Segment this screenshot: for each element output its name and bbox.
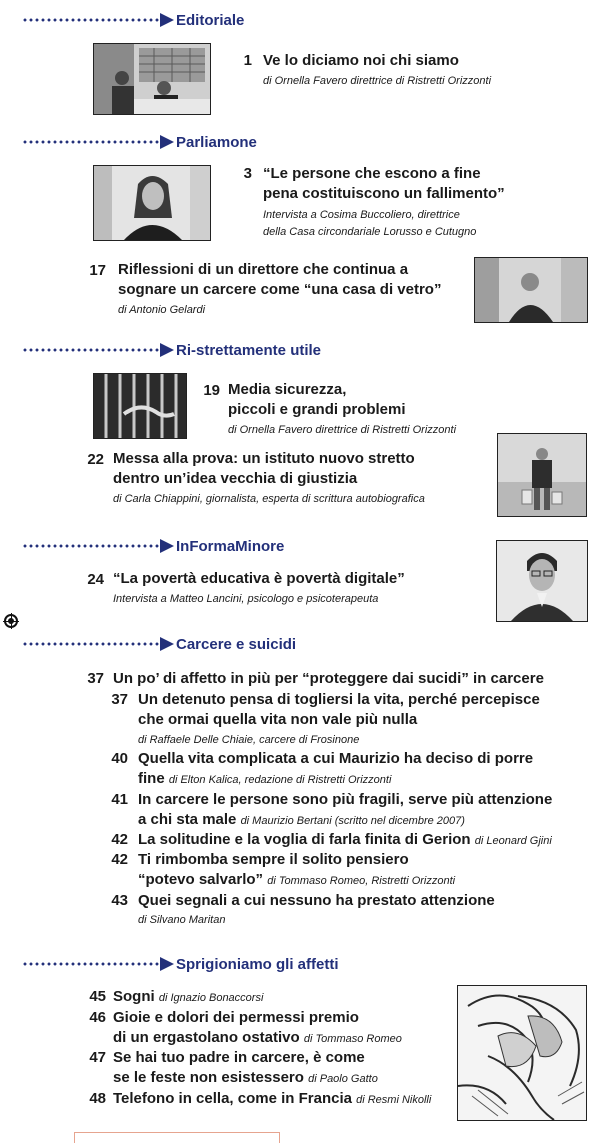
article-title-line2: sognare un carcere come “una casa di vetro” <box>118 281 442 298</box>
title-continuation: se le feste non esistessero <box>113 1069 304 1086</box>
section-carcere-e-suicidi <box>22 633 296 655</box>
section-arrow-icon <box>160 539 174 553</box>
article-byline: di Carla Chiappini, giornalista, esperta di scrittura autobiografica <box>113 493 425 505</box>
article-title-line2: che ormai quella vita non vale più nulla <box>138 711 418 728</box>
article-title-line1: “Le persone che escono a fine <box>263 165 481 182</box>
page-number: 48 <box>89 1090 106 1107</box>
article-byline: di Tommaso Romeo <box>303 1033 402 1045</box>
article-byline-line2: della Casa circondariale Lorusso e Cutugno <box>263 226 477 238</box>
page-number: 19 <box>203 382 220 399</box>
photo-man-director <box>474 257 588 323</box>
section-parliamone <box>22 131 257 153</box>
article-byline: di Ornella Favero direttrice di Ristretti Orizzonti <box>228 424 457 436</box>
section-title: InFormaMinore <box>176 537 285 555</box>
article-byline: di Paolo Gatto <box>308 1073 378 1085</box>
page-number: 47 <box>89 1049 106 1066</box>
article-title: Quei segnali a cui nessuno ha prestato attenzione <box>138 892 495 909</box>
title-continuation: a chi sta male <box>138 811 237 828</box>
page-number: 41 <box>111 791 128 808</box>
article-byline: di Elton Kalica, redazione di Ristretti Orizzonti <box>168 774 392 786</box>
section-arrow-icon <box>160 957 174 971</box>
article-title: Ve lo diciamo noi chi siamo <box>263 52 459 69</box>
dotted-line-icon <box>22 348 162 352</box>
article-byline: di Resmi Nikolli <box>356 1094 432 1106</box>
page-number: 43 <box>111 892 128 909</box>
article-byline: di Leonard Gjini <box>474 835 552 847</box>
page-number: 42 <box>111 831 128 848</box>
article-title-line1: Messa alla prova: un istituto nuovo stretto <box>113 450 415 467</box>
page-number: 1 <box>243 52 252 69</box>
section-title: Editoriale <box>176 11 245 29</box>
section-title: Sprigioniamo gli affetti <box>176 955 339 973</box>
page-number: 46 <box>89 1009 106 1026</box>
footer-box <box>74 1132 280 1143</box>
dotted-line-icon <box>22 642 162 646</box>
article-byline: Intervista a Matteo Lancini, psicologo e psicoterapeuta <box>113 593 379 605</box>
section-ristrettamente-utile <box>22 339 321 361</box>
article-title-line1: Gioie e dolori dei permessi premio <box>113 1009 359 1026</box>
article-title-line2 <box>113 1068 378 1089</box>
article-title <box>138 830 552 851</box>
article-title-line1: Ti rimbomba sempre il solito pensiero <box>138 851 409 868</box>
article-title-line2 <box>138 870 455 891</box>
page-number: 37 <box>111 691 128 708</box>
article-byline: di Maurizio Bertani (scritto nel dicembre 2007) <box>240 815 465 827</box>
article-title-line2: pena costituiscono un fallimento” <box>263 185 505 202</box>
photo-library <box>93 43 211 115</box>
page-number: 45 <box>89 988 106 1005</box>
title-continuation: di un ergastolano ostativo <box>113 1029 300 1046</box>
illustration-embrace <box>457 985 587 1121</box>
dotted-line-icon <box>22 962 162 966</box>
section-arrow-icon <box>160 343 174 357</box>
section-title: Carcere e suicidi <box>176 635 297 653</box>
article-title-line2 <box>138 769 391 790</box>
section-informaminore <box>22 535 284 557</box>
page-number: 40 <box>111 750 128 767</box>
registration-mark-icon <box>4 614 18 628</box>
dotted-line-icon <box>22 544 162 548</box>
article-title-line1: Quella vita complicata a cui Maurizio ha deciso di porre <box>138 750 534 767</box>
article-title: Un po’ di affetto in più per “proteggere dai sucidi” in carcere <box>113 670 544 687</box>
article-byline-line1: Intervista a Cosima Buccoliero, direttrice <box>263 209 460 221</box>
section-sprigioniamo-gli-affetti <box>22 953 339 975</box>
article-title-line1: Riflessioni di un direttore che continua a <box>118 261 409 278</box>
page-number: 3 <box>243 165 252 182</box>
article-title-line1: Media sicurezza, <box>228 381 347 398</box>
page-number: 17 <box>89 262 106 279</box>
section-title: Ri-strettamente utile <box>176 341 322 359</box>
title-text: Telefono in cella, come in Francia <box>113 1090 352 1107</box>
section-arrow-icon <box>160 135 174 149</box>
article-byline: di Raffaele Delle Chiaie, carcere di Frosinone <box>138 734 360 746</box>
photo-man-glasses <box>496 540 588 622</box>
article-title-line2: dentro un’idea vecchia di giustizia <box>113 470 358 487</box>
title-continuation: “potevo salvarlo” <box>138 871 264 888</box>
title-text: Sogni <box>113 988 155 1005</box>
article-title <box>113 987 263 1008</box>
title-text: La solitudine e la voglia di farla finita di Gerion <box>138 831 471 848</box>
page-number: 37 <box>87 670 104 687</box>
page-number: 42 <box>111 851 128 868</box>
article-title-line1: Se hai tuo padre in carcere, è come <box>113 1049 365 1066</box>
article-title-line1: Un detenuto pensa di togliersi la vita, perché percepisce <box>138 691 540 708</box>
page-number: 24 <box>87 571 104 588</box>
article-title: “La povertà educativa è povertà digitale” <box>113 570 405 587</box>
article-byline: di Ignazio Bonaccorsi <box>158 992 264 1004</box>
section-title: Parliamone <box>176 133 257 151</box>
dotted-line-icon <box>22 140 162 144</box>
section-arrow-icon <box>160 637 174 651</box>
article-title-line2 <box>138 810 465 831</box>
section-editoriale <box>22 9 244 31</box>
article-title-line1: In carcere le persone sono più fragili, serve più attenzione <box>138 791 553 808</box>
title-continuation: fine <box>138 770 165 787</box>
page-number: 22 <box>87 451 104 468</box>
section-arrow-icon <box>160 13 174 27</box>
article-title <box>113 1089 431 1110</box>
photo-man-walking <box>497 433 587 517</box>
photo-woman-smiling <box>93 165 211 241</box>
article-byline: di Antonio Gelardi <box>118 304 206 316</box>
article-byline: di Silvano Maritan <box>138 914 226 926</box>
dotted-line-icon <box>22 18 162 22</box>
article-title-line2 <box>113 1028 402 1049</box>
photo-prison-bars <box>93 373 187 439</box>
article-title-line2: piccoli e grandi problemi <box>228 401 406 418</box>
article-byline: di Tommaso Romeo, Ristretti Orizzonti <box>267 875 456 887</box>
article-byline: di Ornella Favero direttrice di Ristretti Orizzonti <box>263 75 492 87</box>
